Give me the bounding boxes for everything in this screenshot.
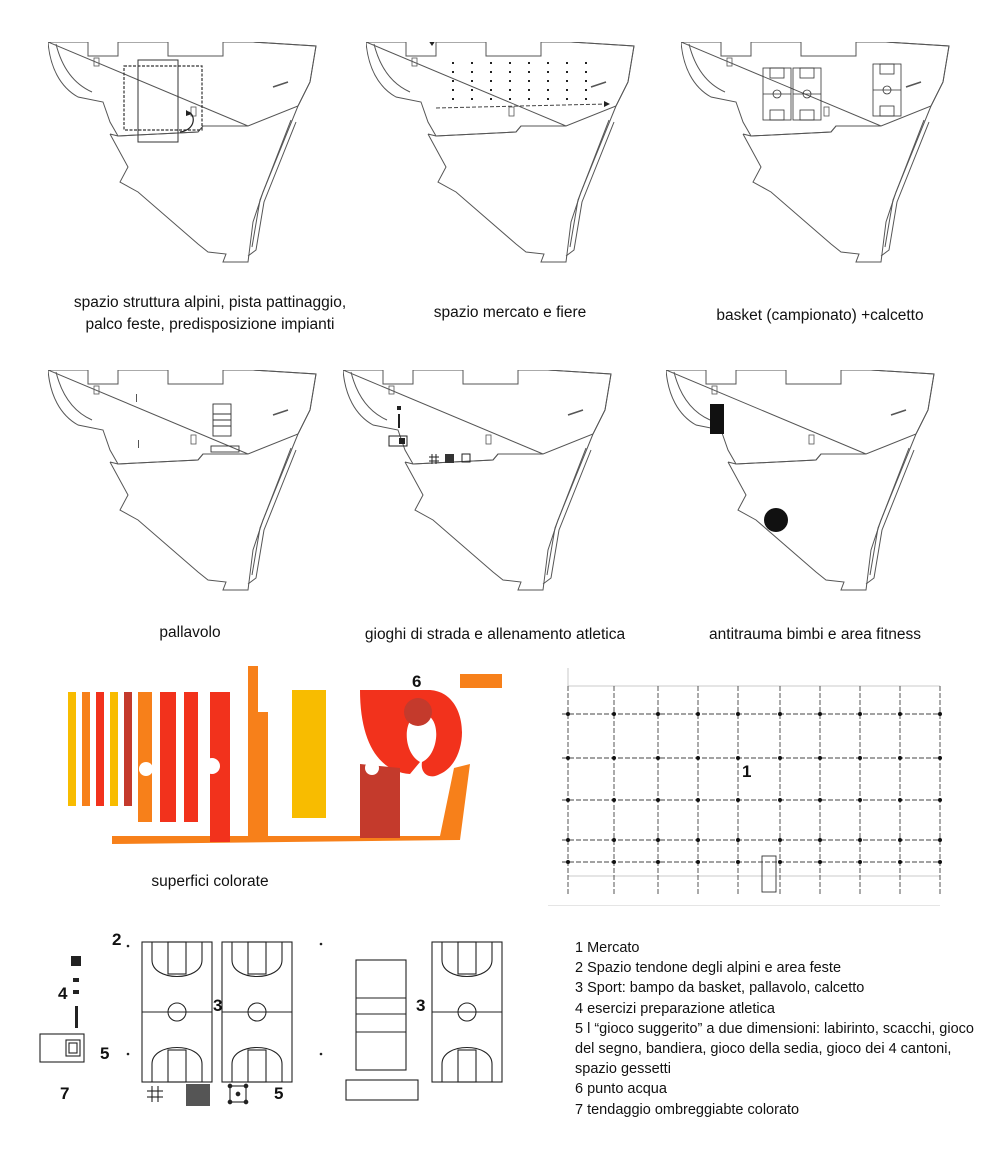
grid-node-dot: [566, 838, 570, 842]
colored-surfaces-plan: [60, 664, 520, 864]
plan-pallavolo: [48, 370, 338, 610]
legend-item-3: 3 Sport: bampo da basket, pallavolo, calcetto: [575, 980, 865, 997]
market-stall-dot: [528, 62, 530, 64]
market-stall-dot: [566, 98, 568, 100]
legend-item-7: 7 tendaggio ombreggiabte colorato: [575, 1101, 800, 1118]
grid-node-dot: [898, 798, 902, 802]
plan-antitrauma: [666, 370, 956, 610]
grid-node-dot: [566, 860, 570, 864]
grid-node-dot: [566, 756, 570, 760]
caption-pallavolo: pallavolo: [159, 624, 221, 641]
caption-basket: basket (campionato) +calcetto: [716, 307, 924, 324]
market-stall-dot: [490, 98, 492, 100]
grid-node-dot: [696, 838, 700, 842]
grid-node-dot: [656, 756, 660, 760]
market-stall-dot: [509, 71, 511, 73]
grid-node-dot: [818, 838, 822, 842]
market-stall-dot: [452, 62, 454, 64]
grid-node-dot: [656, 860, 660, 864]
market-stall-dot: [585, 62, 587, 64]
market-stall-dot: [547, 89, 549, 91]
market-stall-dot: [509, 62, 511, 64]
legend-item-1: 1 Mercato: [575, 940, 640, 956]
market-stall-dot: [528, 71, 530, 73]
market-stall-dot: [452, 89, 454, 91]
grid-node-dot: [818, 798, 822, 802]
market-stall-dot: [452, 80, 454, 82]
grid-node-dot: [858, 798, 862, 802]
legend: [575, 938, 985, 1120]
market-stall-dot: [585, 80, 587, 82]
grid-node-dot: [736, 756, 740, 760]
market-stall-dot: [471, 62, 473, 64]
grid-node-dot: [938, 712, 942, 716]
marker-1: 1: [742, 762, 752, 781]
legend-item-6: 6 punto acqua: [575, 1081, 667, 1098]
grid-node-dot: [612, 860, 616, 864]
plan-alpini: [48, 42, 338, 282]
marker-4: 4: [58, 984, 68, 1003]
market-stall-dot: [509, 98, 511, 100]
grid-node-dot: [696, 798, 700, 802]
market-stall-dot: [566, 89, 568, 91]
grid-node-dot: [736, 860, 740, 864]
grid-node-dot: [656, 838, 660, 842]
plan-basket: [681, 42, 971, 282]
grid-node-dot: [898, 712, 902, 716]
market-stall-dot: [490, 80, 492, 82]
grid-node-dot: [736, 838, 740, 842]
grid-node-dot: [818, 712, 822, 716]
grid-node-dot: [938, 798, 942, 802]
grid-node-dot: [736, 712, 740, 716]
marker-5b: 5: [274, 1084, 284, 1103]
market-stall-dot: [471, 98, 473, 100]
grid-node-dot: [778, 756, 782, 760]
grid-node-dot: [696, 860, 700, 864]
grid-node-dot: [612, 712, 616, 716]
grid-node-dot: [612, 756, 616, 760]
grid-node-dot: [612, 798, 616, 802]
detail-courts-right: [340, 930, 540, 1120]
market-stall-dot: [547, 80, 549, 82]
market-stall-dot: [471, 89, 473, 91]
market-stall-dot: [566, 80, 568, 82]
grid-node-dot: [858, 838, 862, 842]
market-stall-dot: [585, 89, 587, 91]
caption-mercato: spazio mercato e fiere: [433, 304, 587, 321]
caption-superfici: superfici colorate: [151, 873, 269, 890]
legend-item-5: 5 l “gioco suggerito” a due dimensioni: labirinto, scacchi, gioco del segno, bandiera, gioco della sedia, gioco dei 4 cantoni, spazio gessetti: [575, 1020, 974, 1078]
market-stall-dot: [490, 71, 492, 73]
caption-antitrauma: antitrauma bimbi e area fitness: [709, 626, 921, 643]
grid-node-dot: [858, 756, 862, 760]
legend-item-4: 4 esercizi preparazione atletica: [575, 1000, 775, 1017]
market-stall-dot: [490, 62, 492, 64]
marker-5a: 5: [100, 1044, 110, 1063]
legend-item-2: 2 Spazio tendone degli alpini e area feste: [575, 960, 842, 977]
market-stall-dot: [528, 89, 530, 91]
market-stall-dot: [547, 71, 549, 73]
grid-node-dot: [818, 756, 822, 760]
grid-node-dot: [898, 756, 902, 760]
market-stall-dot: [585, 71, 587, 73]
grid-node-dot: [898, 838, 902, 842]
grid-node-dot: [612, 838, 616, 842]
marker-3b: 3: [416, 996, 426, 1015]
grid-node-dot: [898, 860, 902, 864]
market-stall-dot: [566, 62, 568, 64]
market-stall-dot: [509, 89, 511, 91]
market-stall-dot: [547, 98, 549, 100]
grid-node-dot: [736, 798, 740, 802]
marker-2: 2: [112, 930, 122, 949]
caption-gioghi: gioghi di strada e allenamento atletica: [364, 626, 626, 643]
plan-gioghi: [343, 370, 633, 610]
grid-node-dot: [656, 712, 660, 716]
market-stall-dot: [547, 62, 549, 64]
market-stall-dot: [471, 80, 473, 82]
plan-mercato: [366, 42, 656, 282]
grid-node-dot: [778, 860, 782, 864]
grid-node-dot: [778, 712, 782, 716]
grid-node-dot: [656, 798, 660, 802]
market-stall-dot: [490, 89, 492, 91]
market-grid-plan: [548, 666, 948, 906]
grid-node-dot: [858, 860, 862, 864]
grid-node-dot: [696, 756, 700, 760]
market-stall-dot: [528, 80, 530, 82]
market-stall-dot: [509, 80, 511, 82]
market-stall-dot: [528, 98, 530, 100]
caption-alpini: [40, 292, 380, 336]
grid-node-dot: [938, 756, 942, 760]
marker-3a: 3: [213, 996, 223, 1015]
caption-alpini-line2: palco feste, predisposizione impianti: [85, 316, 335, 333]
grid-node-dot: [566, 798, 570, 802]
market-stall-dot: [452, 71, 454, 73]
grid-node-dot: [566, 712, 570, 716]
grid-node-dot: [778, 798, 782, 802]
grid-node-dot: [938, 838, 942, 842]
market-stall-dot: [566, 71, 568, 73]
grid-node-dot: [938, 860, 942, 864]
grid-node-dot: [696, 712, 700, 716]
marker-6: 6: [412, 672, 422, 691]
market-stall-dot: [452, 98, 454, 100]
market-stall-dot: [585, 98, 587, 100]
grid-node-dot: [778, 838, 782, 842]
caption-alpini-line1: spazio struttura alpini, pista pattinaggio,: [73, 294, 347, 311]
market-stall-dot: [471, 71, 473, 73]
grid-node-dot: [858, 712, 862, 716]
marker-7: 7: [60, 1084, 70, 1103]
grid-node-dot: [818, 860, 822, 864]
